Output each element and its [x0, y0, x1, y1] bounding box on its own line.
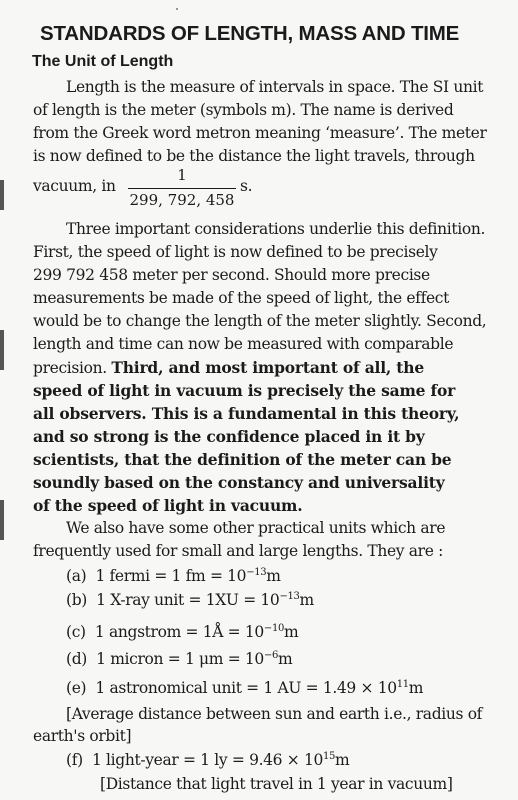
- item-label: (f): [66, 751, 83, 769]
- list-item-c: [66, 623, 298, 641]
- item-text: 1 X-ray unit = 1XU = 10: [96, 591, 280, 609]
- item-label: (e): [66, 679, 87, 697]
- item-exponent: −10: [263, 623, 284, 634]
- para1-line3: from the Greek word metron meaning ‘measure’. The meter: [33, 124, 487, 142]
- list-item-d: [66, 650, 292, 668]
- item-exponent: 15: [323, 751, 336, 762]
- section-heading: The Unit of Length: [32, 53, 174, 70]
- para2-line2: First, the speed of light is now defined to be precisely: [33, 243, 438, 261]
- para3-line1: We also have some other practical units which are: [66, 519, 446, 537]
- item-e-note-line2: earth's orbit]: [33, 727, 132, 745]
- margin-mark: [0, 330, 4, 370]
- item-unit: m: [299, 591, 314, 609]
- item-unit: m: [266, 567, 281, 585]
- para2-line3: 299 792 458 meter per second. Should more precise: [33, 266, 430, 284]
- fraction-numerator: 1: [177, 166, 187, 184]
- para1-line5-prefix: vacuum, in: [33, 177, 116, 195]
- item-label: (b): [66, 591, 87, 609]
- item-unit: m: [408, 679, 424, 697]
- para2-line9: all observers. This is a fundamental in this theory,: [33, 404, 460, 423]
- para1-line4: is now defined to be the distance the light travels, through: [33, 147, 475, 165]
- item-label: (c): [66, 623, 86, 641]
- para2-line11: scientists, that the definition of the meter can be: [33, 450, 452, 469]
- para2-line13: of the speed of light in vacuum.: [33, 496, 303, 515]
- para1-line5-suffix: s.: [240, 177, 253, 195]
- item-unit: m: [283, 623, 299, 641]
- para1-line2: of length is the meter (symbols m). The name is derived: [33, 101, 454, 119]
- para2-line7: [33, 358, 424, 377]
- fraction-bar: [128, 188, 236, 189]
- fraction-denominator: 299, 792, 458: [129, 191, 235, 209]
- para2-line6: length and time can now be measured with comparable: [33, 335, 454, 353]
- item-unit: m: [278, 650, 293, 668]
- list-item-b: [66, 591, 314, 609]
- para2-line7-regular: precision.: [33, 359, 107, 377]
- item-text: 1 astronomical unit = 1 AU = 1.49 × 10: [95, 679, 397, 697]
- para2-line7-bold: Third, and most important of all, the: [111, 358, 424, 377]
- margin-mark: [0, 180, 4, 210]
- item-exponent: −13: [246, 567, 267, 578]
- list-item-f: [66, 751, 349, 769]
- item-exponent: 11: [396, 679, 409, 690]
- item-unit: m: [335, 751, 350, 769]
- para2-line4: measurements be made of the speed of light, the effect: [33, 289, 449, 307]
- page-title: STANDARDS OF LENGTH, MASS AND TIME: [40, 22, 460, 45]
- item-e-note-line1: [Average distance between sun and earth i.e., radius of: [66, 705, 483, 723]
- item-exponent: −13: [279, 591, 300, 602]
- item-text: 1 angstrom = 1Å = 10: [94, 623, 264, 641]
- list-item-a: [66, 567, 281, 585]
- item-label: (a): [66, 567, 87, 585]
- scan-speck: [176, 8, 178, 10]
- item-text: 1 fermi = 1 fm = 10: [95, 567, 247, 585]
- para2-line12: soundly based on the constancy and universality: [33, 473, 445, 492]
- item-exponent: −6: [263, 650, 278, 661]
- para2-line8: speed of light in vacuum is precisely the same for: [33, 381, 456, 400]
- item-text: 1 light-year = 1 ly = 9.46 × 10: [91, 751, 324, 769]
- item-label: (d): [66, 650, 87, 668]
- para2-line5: would be to change the length of the meter slightly. Second,: [33, 312, 487, 330]
- para2-line1: Three important considerations underlie this definition.: [66, 220, 486, 238]
- para3-line2: frequently used for small and large lengths. They are :: [33, 542, 444, 560]
- para1-line1: Length is the measure of intervals in space. The SI unit: [66, 78, 484, 96]
- list-item-e: [66, 679, 423, 697]
- margin-mark: [0, 500, 4, 540]
- item-f-note: [Distance that light travel in 1 year in vacuum]: [100, 775, 453, 793]
- para2-line10: and so strong is the confidence placed in it by: [33, 427, 425, 446]
- fraction: [128, 166, 236, 209]
- item-text: 1 micron = 1 μm = 10: [96, 650, 264, 668]
